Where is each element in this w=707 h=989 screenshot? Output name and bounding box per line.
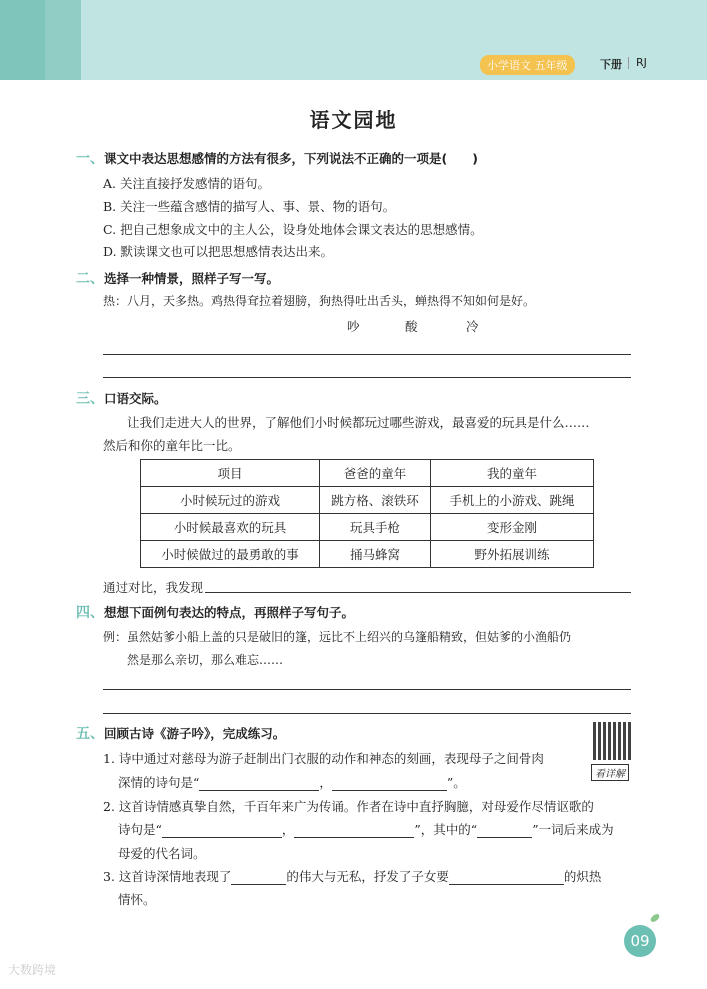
- paragraph: 让我们走进大人的世界，了解他们小时候都玩过哪些游戏，最喜爱的玩具是什么……: [127, 415, 590, 430]
- section-5-heading: 五、回顾古诗《游子吟》，完成练习。: [76, 726, 286, 742]
- header-cell: 我的童年: [431, 460, 594, 487]
- option-d: D. 默读课文也可以把思想感情表达出来。: [103, 244, 334, 259]
- leaf-decoration-icon: [649, 912, 661, 923]
- answer-blank[interactable]: [477, 823, 532, 838]
- series-badge: 小学语文 五年级: [480, 55, 575, 75]
- question-2-line3: 母爱的代名词。: [118, 846, 206, 861]
- table-header: [141, 460, 594, 487]
- cell: 小时候玩过的游戏: [141, 487, 320, 514]
- answer-line[interactable]: [103, 689, 631, 690]
- question-2-line2: 诗句是“ ， ”，其中的“ ”一词后来成为: [118, 822, 614, 837]
- example-sentence: 然是那么亲切，那么难忘……: [127, 653, 284, 667]
- header-cell: 爸爸的童年: [320, 460, 431, 487]
- table-row: [141, 487, 594, 514]
- answer-line[interactable]: [205, 592, 631, 593]
- section-2-heading: 二、选择一种情景，照样子写一写。: [76, 271, 280, 287]
- answer-line[interactable]: [103, 377, 631, 378]
- question-2: 2. 这首诗情感真挚自然，千百年来广为传诵。作者在诗中直抒胸臆，对母爱作尽情讴歌的: [103, 799, 594, 814]
- qr-code[interactable]: [593, 722, 631, 760]
- answer-blank[interactable]: [294, 823, 414, 838]
- cell: 小时候最喜欢的玩具: [141, 514, 320, 541]
- volume-label: 下册: [600, 58, 622, 71]
- section-3-heading: 三、口语交际。: [76, 391, 167, 407]
- example-text: 热：八月，天多热。鸡热得耷拉着翅膀，狗热得吐出舌头，蝉热得不知如何是好。: [103, 294, 536, 308]
- choice: 冷: [466, 319, 479, 334]
- header-stripe: [45, 0, 81, 80]
- option-b: B. 关注一些蕴含感情的描写人、事、景、物的语句。: [103, 199, 396, 214]
- choice: 吵: [347, 319, 360, 334]
- header-cell: 项目: [141, 460, 320, 487]
- question-3: 3. 这首诗深情地表现了 的伟大与无私，抒发了子女要 的炽热: [103, 869, 602, 884]
- page-title: 语文园地: [309, 108, 398, 132]
- section-4-heading: 四、想想下面例句表达的特点，再照样子写句子。: [76, 605, 355, 621]
- question-1-line2: 深情的诗句是“ ， ”。: [118, 775, 466, 790]
- cell: 野外拓展训练: [431, 541, 594, 568]
- table-row: [141, 541, 594, 568]
- divider: [628, 57, 629, 69]
- cell: 小时候做过的最勇敢的事: [141, 541, 320, 568]
- answer-blank[interactable]: [449, 870, 564, 885]
- cell: 捅马蜂窝: [320, 541, 431, 568]
- cell: 变形金刚: [431, 514, 594, 541]
- watermark: 大数跨境: [8, 963, 57, 977]
- example-sentence: 例：虽然姑爹小船上盖的只是破旧的篷，远比不上绍兴的乌篷船精致，但姑爹的小渔船仍: [103, 630, 572, 644]
- answer-line[interactable]: [103, 354, 631, 355]
- option-c: C. 把自己想象成文中的主人公，设身处地体会课文表达的思想感情。: [103, 222, 483, 237]
- question-3-line2: 情怀。: [118, 892, 156, 907]
- table-row: [141, 514, 594, 541]
- section-1-heading: 一、课文中表达思想感情的方法有很多，下列说法不正确的一项是( ): [76, 151, 478, 167]
- answer-blank[interactable]: [332, 776, 447, 791]
- view-explanation-label[interactable]: 看详解: [591, 764, 629, 781]
- conclusion-label: 通过对比，我发现: [103, 580, 204, 595]
- page-number: 09: [624, 925, 656, 957]
- header-stripe: [0, 0, 45, 80]
- paragraph: 然后和你的童年比一比。: [103, 438, 241, 453]
- cell: 手机上的小游戏、跳绳: [431, 487, 594, 514]
- edition-label: RJ: [636, 56, 647, 69]
- question-1: 1. 诗中通过对慈母为游子赶制出门衣服的动作和神态的刻画，表现母子之间骨肉: [103, 751, 544, 766]
- comparison-table: [140, 459, 594, 568]
- cell: 跳方格、滚铁环: [320, 487, 431, 514]
- answer-blank[interactable]: [199, 776, 319, 791]
- cell: 玩具手枪: [320, 514, 431, 541]
- option-a: A. 关注直接抒发感情的语句。: [103, 176, 270, 191]
- answer-blank[interactable]: [162, 823, 282, 838]
- answer-line[interactable]: [103, 713, 631, 714]
- answer-blank[interactable]: [231, 870, 286, 885]
- choice: 酸: [405, 319, 418, 334]
